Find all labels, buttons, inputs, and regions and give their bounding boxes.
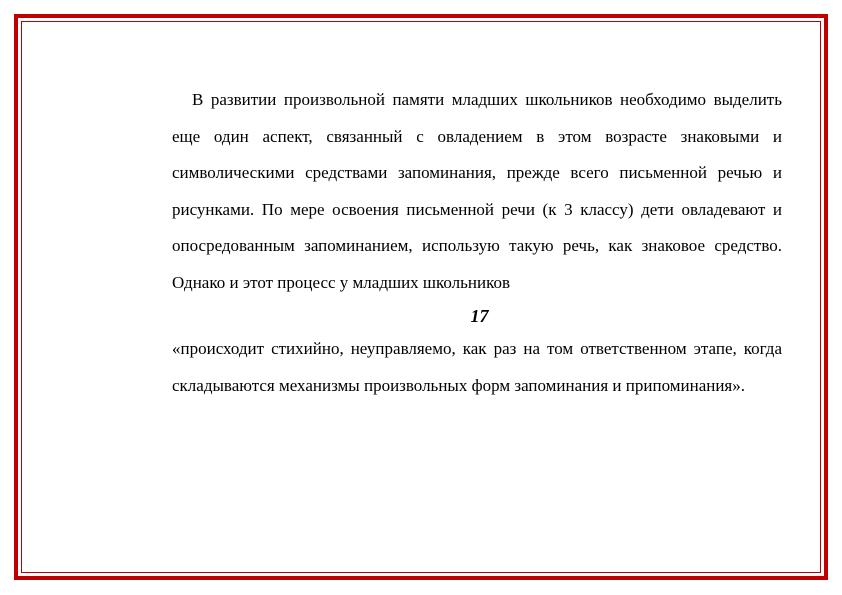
paragraph-1: В развитии произвольной памяти младших школьников необходимо выделить еще один аспект, связанный с овладением в этом возрасте знаковыми и символическими средствами запоминания, прежде всего письменной речью и рисунками. По мере освоения письменной речи (к 3 классу) дети овладевают и опосредованным запоминанием, использую такую речь, как знаковое средство. Однако и этот процесс у младших школьников [172,90,782,292]
document-text-block [172,82,782,404]
page-number: 17 [470,306,489,326]
paragraph-2: «происходит стихийно, неуправляемо, как раз на том ответственном этапе, когда складываются механизмы произвольных форм запоминания и припоминания». [172,339,782,395]
